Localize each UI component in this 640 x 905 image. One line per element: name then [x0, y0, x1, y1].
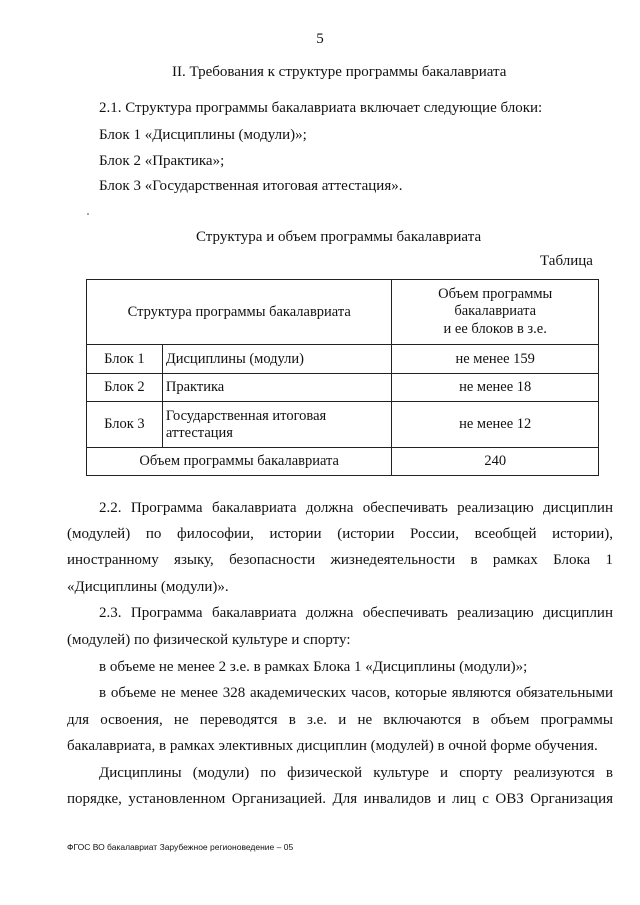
header-volume-line: и ее блоков в з.е.	[443, 320, 547, 337]
table-row	[87, 345, 599, 374]
header-structure-cell: Структура программы бакалавриата	[87, 280, 392, 345]
volume-cell: не менее 159	[392, 345, 599, 374]
table-label: Таблица	[540, 253, 593, 269]
table-total-row	[87, 448, 599, 476]
total-value-cell: 240	[392, 448, 599, 476]
section-heading: II. Требования к структуре программы бакалавриата	[172, 64, 507, 80]
block-name-line: аттестация	[165, 424, 233, 441]
footer-text: ФГОС ВО бакалавриат Зарубежное регионоведение – 05	[67, 842, 294, 852]
paragraph-2-2-line: 2.2. Программа бакалавриата должна обеспечивать реализацию дисциплин	[99, 500, 613, 516]
block-list-item: Блок 3 «Государственная итоговая аттестация».	[99, 178, 403, 194]
block-name-cell: Дисциплины (модули)	[162, 345, 392, 374]
table-header-row	[87, 280, 599, 345]
block-list-item: Блок 1 «Дисциплины (модули)»;	[99, 127, 307, 143]
paragraph-2-1: 2.1. Структура программы бакалавриата включает следующие блоки:	[99, 100, 543, 116]
block-name-cell	[162, 402, 392, 448]
final-paragraph-line: порядке, установленном Организацией. Для инвалидов и лиц с ОВЗ Организация	[67, 791, 613, 807]
block-name-cell: Практика	[162, 374, 392, 402]
block-cell: Блок 3	[87, 402, 163, 448]
paragraph-2-2-line: «Дисциплины (модули)».	[67, 579, 229, 595]
header-volume-cell	[392, 280, 599, 345]
paragraph-2-3-line: (модулей) по физической культуре и спорту:	[67, 632, 351, 648]
total-label-cell: Объем программы бакалавриата	[87, 448, 392, 476]
paragraph-2-2-line: иностранному языку, безопасности жизнедеятельности в рамках Блока 1	[67, 552, 613, 568]
block-cell: Блок 2	[87, 374, 163, 402]
paragraph-2-3-line: 2.3. Программа бакалавриата должна обеспечивать реализацию дисциплин	[99, 605, 613, 621]
block-name-line: Государственная итоговая	[165, 407, 327, 424]
volume-cell: не менее 18	[392, 374, 599, 402]
paragraph-2-2-line: (модулей) по философии, истории (истории России, всеобщей истории),	[67, 526, 613, 542]
final-paragraph-line: Дисциплины (модули) по физической культуре и спорту реализуются в	[99, 765, 613, 781]
header-volume-line: бакалавриата	[454, 303, 537, 320]
list-item-328-line: для освоения, не переводятся в з.е. и не включаются в объем программы	[67, 712, 613, 728]
volume-cell: не менее 12	[392, 402, 599, 448]
page-number: 5	[316, 31, 324, 47]
list-item-328-line: в объеме не менее 328 академических часов, которые являются обязательными	[99, 685, 613, 701]
list-item-2ze: в объеме не менее 2 з.е. в рамках Блока 1 «Дисциплины (модули)»;	[99, 659, 528, 675]
table-title: Структура и объем программы бакалавриата	[196, 229, 482, 245]
block-cell: Блок 1	[87, 345, 163, 374]
table-row	[87, 402, 599, 448]
scan-speck	[87, 213, 89, 215]
block-list-item: Блок 2 «Практика»;	[99, 153, 225, 169]
table-row	[87, 374, 599, 402]
structure-table	[86, 279, 599, 476]
list-item-328-line: бакалавриата, в рамках элективных дисциплин (модулей) в очной форме обучения.	[67, 738, 598, 754]
header-volume-line: Объем программы	[438, 285, 553, 302]
